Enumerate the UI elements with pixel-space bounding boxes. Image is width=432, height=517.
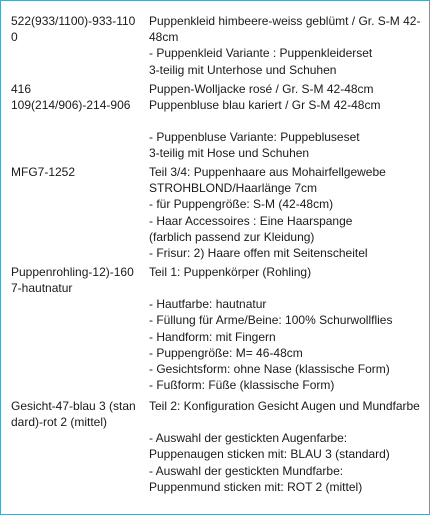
description-line: - Hautfarbe: hautnatur [149,297,267,312]
description-line: 3-teilig mit Hose und Schuhen [149,146,310,161]
description-line: Puppenkleid himbeere-weiss geblümt / Gr. S-M 42-48cm [149,14,421,45]
item-description [149,264,427,393]
description-line: - Haar Accessoires : Eine Haarspange [149,213,353,228]
description-line: - Frisur: 2) Haare offen mit Seitenscheitel [149,246,368,261]
description-line [149,414,427,430]
item-description [149,81,427,97]
description-line: - Auswahl der gestickten Augenfarbe: [149,431,348,446]
description-line: Puppenmund sticken mit: ROT 2 (mittel) [149,479,363,494]
description-line: Puppenaugen sticken mit: BLAU 3 (standard) [149,447,390,462]
description-line: - Gesichtsform: ohne Nase (klassische Form) [149,362,390,377]
description-line: (farblich passend zur Kleidung) [149,229,315,244]
article-code: 522(933/1100)-933-1100 [11,14,136,44]
description-line: - Handform: mit Fingern [149,329,276,344]
description-line: - Fußform: Füße (klassische Form) [149,378,335,393]
article-code: 109(214/906)-214-906 [11,98,131,112]
item-description [149,13,427,78]
description-line: - Puppengröße: M= 46-48cm [149,345,303,360]
article-code: 416 [11,82,32,96]
description-line: - Auswahl der gestickten Mundfarbe: [149,463,344,478]
article-code: Puppenrohling-12)-1607-hautnatur [11,265,134,295]
description-line: Teil 2: Konfiguration Gesicht Augen und Mundfarbe [149,399,420,413]
article-code: MFG7-1252 [11,165,76,179]
description-line: Teil 1: Puppenkörper (Rohling) [149,265,312,279]
description-line: Teil 3/4: Puppenhaare aus Mohairfellgewebe [149,165,386,179]
description-line: Puppenbluse blau kariert / Gr S-M 42-48cm [149,98,381,112]
description-line: STROHBLOND/Haarlänge 7cm [149,181,318,196]
item-description [149,97,427,162]
item-description [149,398,427,495]
item-description [149,164,427,261]
description-line [149,280,427,296]
description-line: - für Puppengröße: S-M (42-48cm) [149,197,334,212]
description-line: - Puppenkleid Variante : Puppenkleiderset [149,46,373,61]
description-line: Puppen-Wolljacke rosé / Gr. S-M 42-48cm [149,82,374,96]
description-line: - Füllung für Arme/Beine: 100% Schurwollflies [149,313,393,328]
article-code: Gesicht-47-blau 3 (standard)-rot 2 (mittel) [11,399,136,429]
description-line [149,113,427,129]
description-line: 3-teilig mit Unterhose und Schuhen [149,62,337,77]
description-line: - Puppenbluse Variante: Puppebluseset [149,130,360,145]
